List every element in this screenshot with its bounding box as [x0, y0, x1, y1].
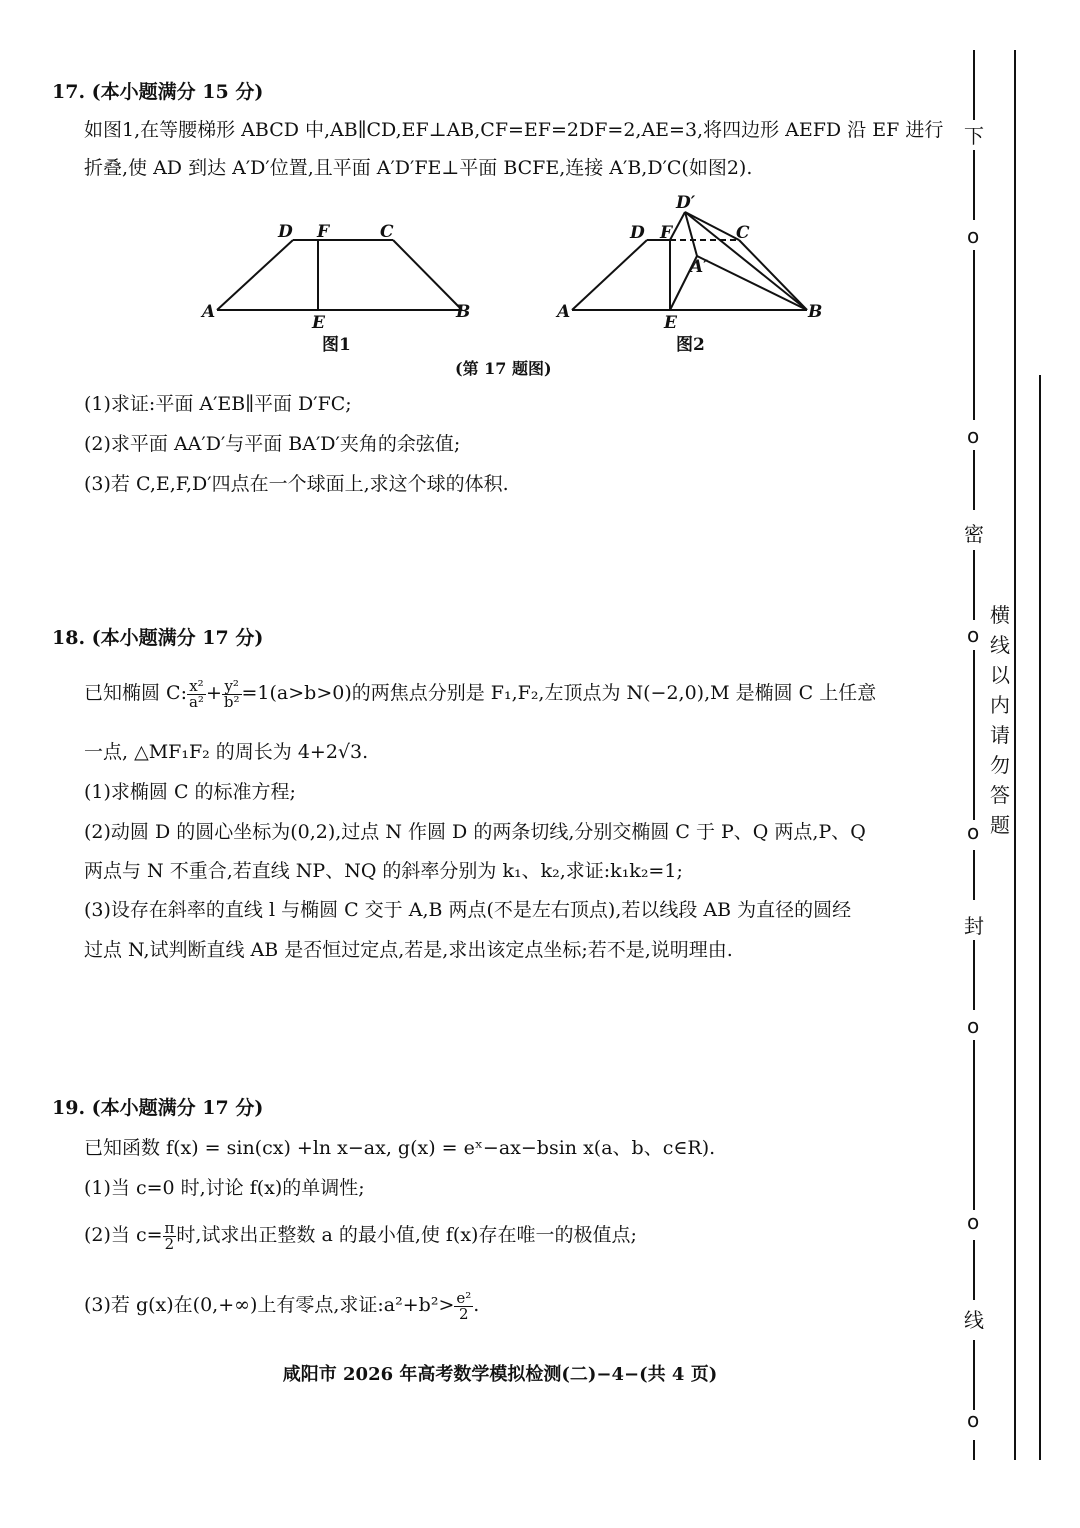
fraction-pi-2	[163, 1218, 177, 1253]
q19-sub2-text-b: 时,试求出正整数 a 的最小值,使 f(x)存在唯一的极值点;	[176, 1224, 637, 1246]
figure-caption: (第 17 题图)	[455, 359, 552, 378]
frac-num: π	[164, 1218, 175, 1237]
q18-paragraph-line2: 一点, △MF₁F₂ 的周长为 4+2√3.	[84, 741, 369, 763]
binding-circle: o	[967, 424, 980, 448]
q19-header: 19. (本小题满分 17 分)	[52, 1097, 264, 1119]
binding-circle: o	[967, 1014, 980, 1038]
fig2-label-E: E	[664, 313, 677, 333]
binding-circle: o	[967, 1408, 980, 1432]
binding-circle: o	[967, 1210, 980, 1234]
q18-sub3-line2: 过点 N,试判断直线 AB 是否恒过定点,若是,求出该定点坐标;若不是,说明理由.	[84, 939, 733, 961]
frac-den: b²	[223, 692, 240, 711]
fig2-label-A: A	[557, 302, 571, 322]
q17-sub1: (1)求证:平面 A′EB∥平面 D′FC;	[84, 393, 352, 415]
fig1-label-B: B	[456, 302, 471, 322]
q17-paragraph-line2: 折叠,使 AD 到达 A′D′位置,且平面 A′D′FE⊥平面 BCFE,连接 A′B,D′C(如图2).	[84, 157, 753, 179]
q18-sub2-line2: 两点与 N 不重合,若直线 NP、NQ 的斜率分别为 k₁、k₂,求证:k₁k₂=1;	[84, 860, 683, 882]
figure1-trapezoid	[217, 240, 462, 310]
fig2-label-Dprime: D′	[676, 193, 696, 213]
fraction-y2-b2	[222, 676, 242, 711]
q19-sub3	[84, 1288, 479, 1322]
q18-text-a: 已知椭圆 C:	[84, 682, 187, 704]
frac-den: 2	[164, 1234, 175, 1253]
binding-char-xian: 线	[964, 1308, 984, 1332]
binding-circle: o	[967, 623, 980, 647]
q18-sub2-line1: (2)动圆 D 的圆心坐标为(0,2),过点 N 作圆 D 的两条切线,分别交椭圆 C 于 P、Q 两点,P、Q	[84, 821, 866, 843]
fig2-label-C: C	[736, 223, 750, 243]
binding-circle: o	[967, 224, 980, 248]
fig1-label-E: E	[312, 313, 325, 333]
fig2-label-B: B	[808, 302, 823, 322]
fig1-label-A: A	[202, 302, 216, 322]
fig1-label-D: D	[278, 222, 293, 242]
frac-den: 2	[459, 1304, 469, 1323]
q18-sub1: (1)求椭圆 C 的标准方程;	[84, 781, 296, 803]
fig2-label-D: D	[630, 223, 645, 243]
q17-sub3: (3)若 C,E,F,D′四点在一个球面上,求这个球的体积.	[84, 473, 509, 495]
fig2-label-Aprime: A′	[690, 257, 708, 277]
q18-sub3-line1: (3)设存在斜率的直线 l 与椭圆 C 交于 A,B 两点(不是左右顶点),若以线段 AB 为直径的圆经	[84, 899, 852, 921]
q19-sub3-text-b: .	[473, 1294, 480, 1316]
fig2-caption: 图2	[676, 335, 705, 355]
binding-circle: o	[967, 820, 980, 844]
frac-den: a²	[188, 692, 204, 711]
frac-num: e²	[456, 1288, 472, 1307]
page-footer: 咸阳市 2026 年高考数学模拟检测(二)−4−(共 4 页)	[282, 1364, 718, 1385]
q19-sub3-text-a: (3)若 g(x)在(0,+∞)上有零点,求证:a²+b²>	[84, 1294, 455, 1316]
q18-paragraph-line1	[84, 676, 876, 710]
q17-figure	[190, 190, 840, 380]
frac-num: x²	[187, 679, 206, 695]
q17-header: 17. (本小题满分 15 分)	[52, 81, 264, 103]
fig1-label-C: C	[380, 222, 394, 242]
binding-char-xia: 下	[964, 124, 984, 148]
frac-num: y²	[222, 679, 242, 695]
fig1-caption: 图1	[322, 335, 351, 355]
q19-sub2-text-a: (2)当 c=	[84, 1224, 163, 1246]
plus-sign: +	[205, 682, 222, 704]
binding-char-mi: 密	[964, 522, 984, 546]
q17-paragraph-line1: 如图1,在等腰梯形 ABCD 中,AB∥CD,EF⊥AB,CF=EF=2DF=2,AE=3,将四边形 AEFD 沿 EF 进行	[84, 119, 944, 141]
q17-sub2: (2)求平面 AA′D′与平面 BA′D′夹角的余弦值;	[84, 433, 461, 455]
binding-vertical-note: 横线以内请勿答题	[990, 603, 1010, 837]
q18-header: 18. (本小题满分 17 分)	[52, 627, 264, 649]
q18-text-b: =1(a>b>0)的两焦点分别是 F₁,F₂,左顶点为 N(−2,0),M 是椭圆 C 上任意	[241, 682, 877, 704]
fraction-x2-a2	[187, 676, 206, 711]
q19-sub1: (1)当 c=0 时,讨论 f(x)的单调性;	[84, 1177, 365, 1199]
q19-sub2	[84, 1218, 637, 1252]
fig2-label-F: F	[660, 223, 673, 243]
fig1-label-F: F	[317, 222, 330, 242]
binding-char-feng: 封	[964, 914, 984, 938]
q19-paragraph: 已知函数 f(x) = sin(cx) +ln x−ax, g(x) = eˣ−ax−bsin x(a、b、c∈R).	[84, 1137, 716, 1159]
fraction-e2-2	[454, 1288, 473, 1323]
